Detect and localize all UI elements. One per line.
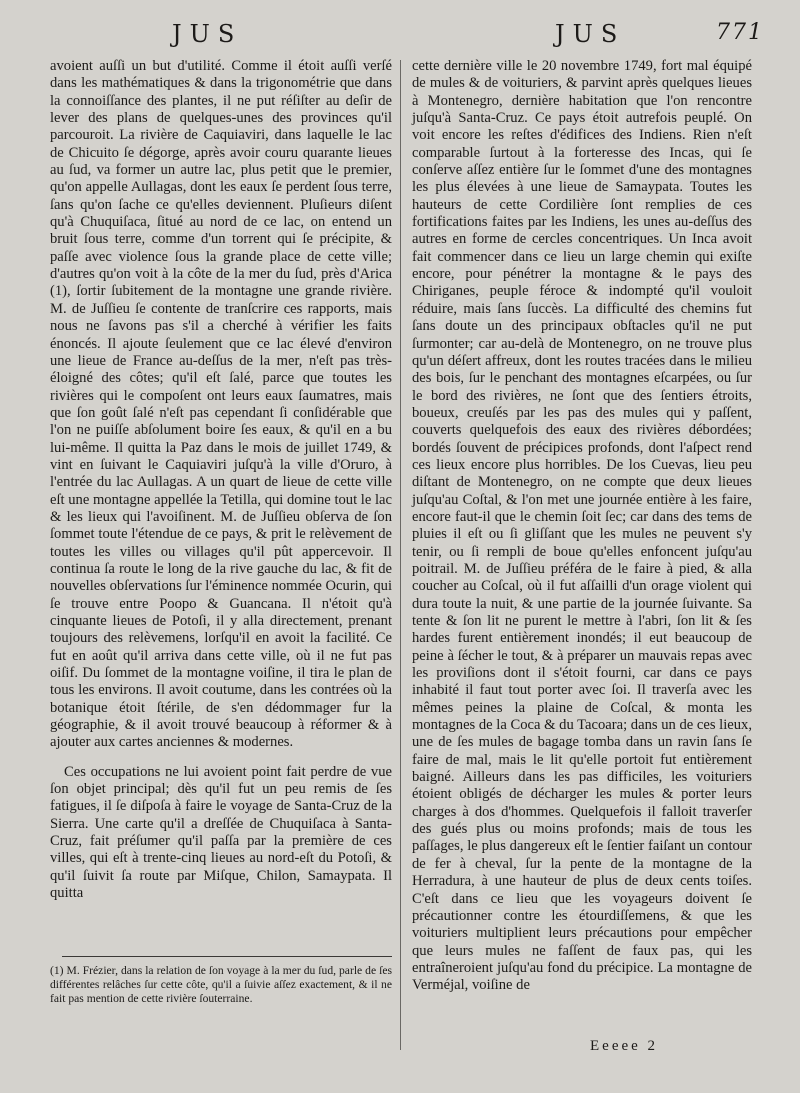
signature-mark: Eeeee 2: [590, 1038, 659, 1054]
right-column: [412, 58, 752, 995]
running-header: [0, 20, 800, 56]
footnote-rule: [62, 956, 392, 957]
left-column: [50, 58, 392, 903]
column-divider: [400, 60, 401, 1050]
page-number: 771: [716, 20, 764, 45]
right-paragraph-1: cette dernière ville le 20 novembre 1749, fort mal équipé de mules & de voituriers, & parvint après quelques lieues à Montenegro, dernière habitation que l'on rencontre juſqu'à Santa-Cruz. Ce pays étoit autrefois peuplé. On voit encore les reſtes d'édifices des Indiens. Rien n'eſt comparable ſurtout à la forteresse des Incas, qui ſe conſerve aſſez entière ſur le ſommet d'une des montagnes les plus élevées à une lieue de Samaypata. Toutes les hauteurs de cette Cordilière ſont remplies de ces fortifications faites par les Indiens, les unes au-deſſus des autres en forme de cercles concentriques. Un Inca avoit fait commencer dans ce lieu un large chemin qui exiſte encore, pour pénétrer la montagne & le pays des Chiriganes, peuple féroce & indompté qu'il vouloit réduire, mais ſans ſuccès. La difficulté des chemins fut ſans doute un des principaux obſtacles qu'il ne put ſurmonter; car au-delà de Montenegro, on ne trouve plus qu'un déſert affreux, dont les routes tracées dans le milieu des bois, ſur le penchant des montagnes eſcarpées, ou ſur le bord des rivières, ne ſont que des ſentiers étroits, boueux, creuſés par les pas des mules qui y paſſent, couverts quelquefois des eaux des rivières débordées; bordés ſouvent de précipices profonds, dont l'aſpect rend ces lieux encore plus horribles. De los Cuevas, lieu peu diſtant de Montenegro, on ne compte que deux lieues juſqu'au Coſtal, & l'on met une journée entière à les faire, encore faut-il que le chemin ſoit ſec; car dans des tems de pluies il eſt ou ſi gliſſant que les mules ne peuvent s'y tenir, ou ſi rempli de boue qu'elles enfoncent juſqu'au poitrail. M. de Juſſieu préféra de le faire à pied, & alla coucher au Coſcal, où il fut aſſailli d'un orage violent qui dura toute la nuit, & une partie de la journée ſuivante. Sa tente & ſon lit ne purent le mettre à l'abri, ſon lit & ſes hardes furent entièrement inondés; il eut beaucoup de peine à ſécher le tout, & à préparer un mauvais repas avec les proviſions dont il s'étoit fourni, car dans ce pays inhabité il faut tout porter avec ſoi. Il traverſa avec les mêmes peines la plaine de Coſcal, & monta les montagnes de la Coca & du Tacoara; dans un de ces lieux, une de ſes mules de bagage tomba dans un ravin ſans ſe faire de mal, mais le lit qu'elle portoit fut entièrement baigné. Ailleurs dans les pas difficiles, les voituriers étoient obligés de décharger les mules & porter leurs charges à dos d'hommes. Quelquefois il falloit traverſer des gués plus ou moins profonds; mais de tous les paſſages, le plus dangereux eſt le ſentier faiſant un contour de fer à cheval, ſur la pente de la montagne de la Herradura, à une hauteur de plus de deux cents toiſes. C'eſt dans ce lieu que les voyageurs doivent ſe précautionner contre les étourdiſſemens, & que les voituriers multiplient leurs précautions pour empêcher que leurs mules ne faſſent de faux pas, qui les entraîneroient juſqu'au fond du précipice. La montagne de Verméjal, voiſine de: [412, 58, 752, 994]
header-left-word: JUS: [172, 20, 243, 48]
left-paragraph-2: Ces occupations ne lui avoient point fait perdre de vue ſon objet principal; dès qu'il fut un peu remis de ſes fatigues, il ſe diſpoſa à faire le voyage de Santa-Cruz de la Sierra. Une carte qu'il a dreſſée de Chuquiſaca à Santa-Cruz, fait préſumer qu'il paſſa par la première de ces villes, qui eſt à trente-cinq lieues au nord-eſt du Potoſi, & qu'il ſuivit ſa route par Miſque, Chilon, Samaypata. Il quitta: [50, 763, 392, 902]
footnote: (1) M. Frézier, dans la relation de ſon voyage à la mer du ſud, parle de ſes différentes relâches ſur cette côte, qu'il a ſuivie aſſez exactement, & il ne fait pas mention de cette rivière ſouterraine.: [50, 964, 392, 1005]
header-right-word: JUS: [555, 20, 626, 48]
left-paragraph-1: avoient auſſi un but d'utilité. Comme il étoit auſſi verſé dans les mathématiques & dans la trigonométrie que dans la connoiſſance des plantes, il ne put réſiſter au deſir de lever des plans de quelques-unes des provinces qu'il parcouroit. La rivière de Caquiaviri, dans laquelle le lac de Chicuito ſe dégorge, après avoir couru quarante lieues au ſud, va former un autre lac, plus petit que le premier, qu'on appelle Aullagas, dont les eaux ſe perdent ſous terre, ſans qu'on ſache ce qu'elles deviennent. Pluſieurs diſent qu'à Chuquiſaca, ſitué au nord de ce lac, on entend un bruit ſous terre, comme d'un torrent qui ſe précipite, & paſſe avec violence ſous la grande place de cette ville; d'autres qu'on voit à la côte de la mer du ſud, près d'Arica (1), ſortir ſubitement de la montagne une grande rivière. M. de Juſſieu ſe contente de tranſcrire ces rapports, mais nous ne ſavons pas s'il a cherché à vérifier les faits énoncés. Il ajoute ſeulement que ce lac élevé d'environ une lieue de France au-deſſus de la mer, n'eſt pas très-éloigné des côtes; qu'il eſt ſalé, parce que toutes les rivières qui le compoſent ont leurs eaux ſaumatres, mais que ſon goût ſalé n'eſt pas cependant ſi conſidérable que l'on ne puiſſe abſolument boire ſes eaux, & qu'il en a bu lui-même. Il quitta la Paz dans le mois de juillet 1749, & vint en ſuivant le Caquiaviri juſqu'à la ville d'Oruro, à l'entrée du lac Aullagas. A un quart de lieue de cette ville eſt une montagne appellée la Tetilla, qui domine tout le lac & les lieux qui l'avoiſinent. M. de Juſſieu obſerva de ſon ſommet toute l'étendue de ce pays, & prit le relèvement de toutes les villes ou villages qu'il pût appercevoir. Il continua ſa route le long de la rive gauche du lac, & fit de nouvelles obſervations ſur l'éminence nommée Ocurin, qui ſe trouve entre Poopo & Guancana. Il n'étoit qu'à cinquante lieues de Potoſi, il y alla directement, prenant toujours des relèvemens, lorſqu'il en avoit la facilité. Ce fut en août qu'il arriva dans cette ville, où il ne fut pas oiſif. Du ſommet de la montagne voiſine, il tira le plan de tous les environs. Il avoit coutume, dans les contrées où la botanique étoit ſtérile, de s'en dédommager fur la géographie, & il avoit trouvé beaucoup à réformer & à ajouter aux cartes anciennes & modernes.: [50, 58, 392, 751]
